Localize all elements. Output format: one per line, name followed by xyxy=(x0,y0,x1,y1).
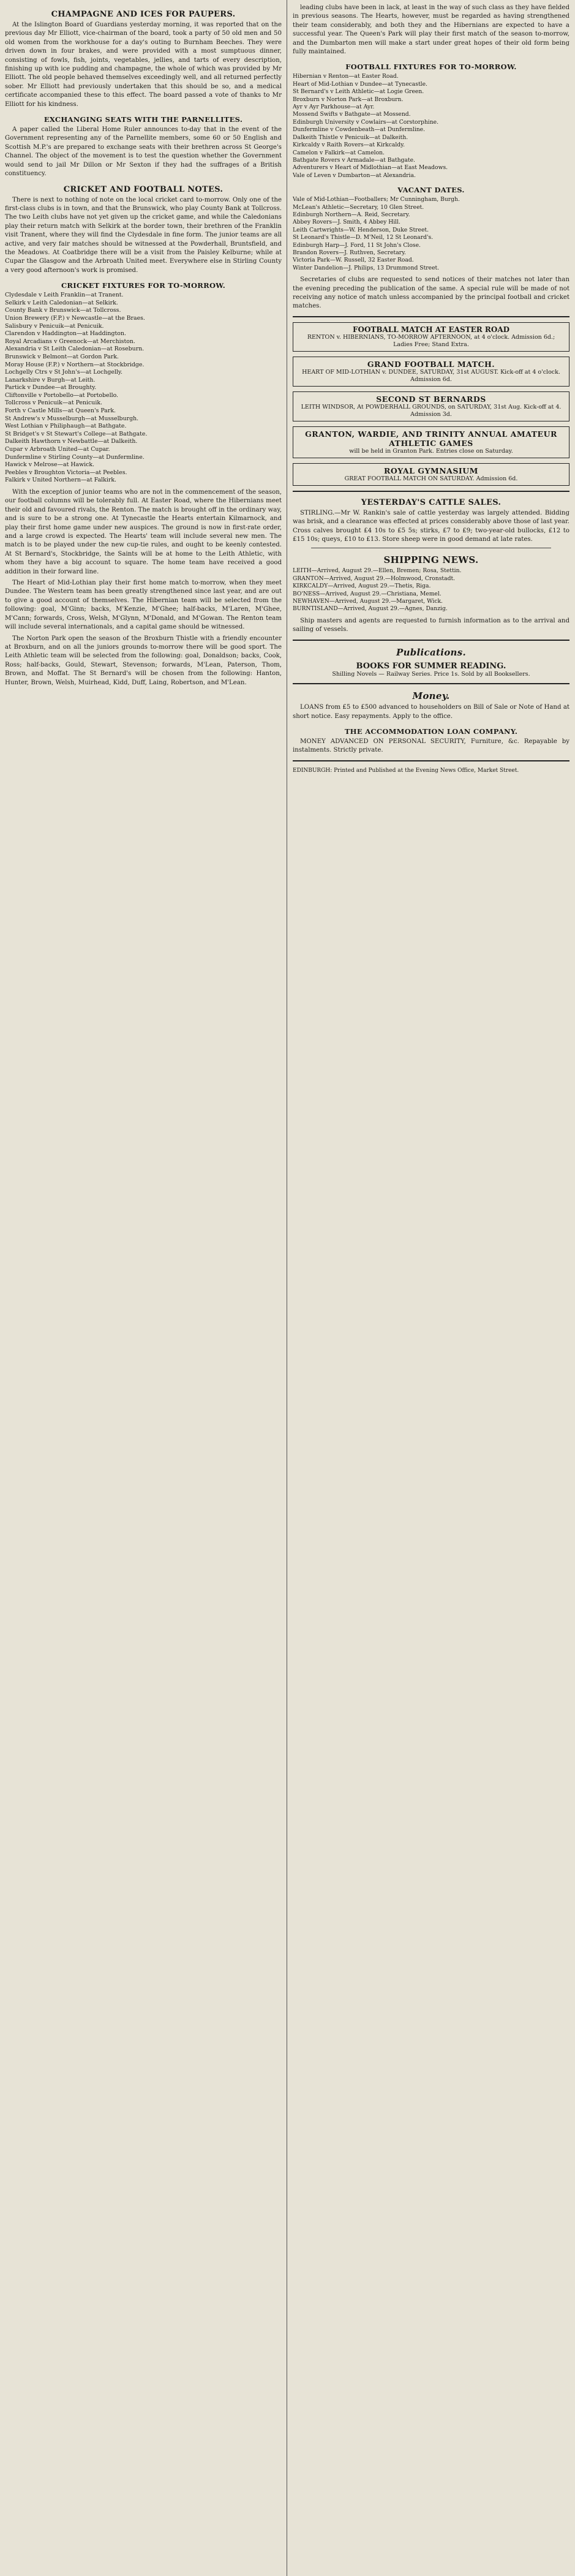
fixture-item: Forth v Castle Mills—at Queen's Park. xyxy=(5,407,116,415)
fixture-item: Camelon v Falkirk—at Camelon. xyxy=(293,149,385,156)
advert-title: BOOKS FOR SUMMER READING. xyxy=(356,661,506,671)
advert-title: GRAND FOOTBALL MATCH. xyxy=(367,359,495,369)
headline-cricket-football: CRICKET AND FOOTBALL NOTES. xyxy=(63,184,224,194)
advert-body: RENTON v. HIBERNIANS, TO-MORROW AFTERNOON, at 4 o'clock. Admission 6d.; Ladies Free; Stand Extra. xyxy=(307,333,555,348)
fixture-item: Cliftonville v Portobello—at Portobello. xyxy=(5,391,119,399)
vacant-item: Edinburgh Harp—J. Ford, 11 St John's Close. xyxy=(293,241,421,249)
shipping-note: Ship masters and agents are requested to furnish information as to the arrival and sailing of vessels. xyxy=(293,617,569,633)
fixture-item: Falkirk v United Northern—at Falkirk. xyxy=(5,477,116,484)
vacant-item: Brandon Rovers—J. Ruthven, Secretary. xyxy=(293,249,406,256)
advert-body: HEART OF MID-LOTHIAN v. DUNDEE, SATURDAY, 31st AUGUST. Kick-off at 4 o'clock. Admission 6d. xyxy=(302,368,560,383)
fixture-item: Kirkcaldy v Raith Rovers—at Kirkcaldy. xyxy=(293,142,405,149)
fixture-item: Adventurers v Heart of Midlothian—at East Meadows. xyxy=(293,164,448,172)
divider xyxy=(293,491,569,492)
article-more-notes: The Norton Park open the season of the Broxburn Thistle with a friendly encounter at Broxburn, and on all the juniors grounds to-morrow there will be good sport. The Leith Athletic team will be selected from the following: goal, Donaldson; backs, Cook, Ross; half-backs, Gould, Stewart, Stevenson; forwards, M'Lean, Paterson, Thom, Brown, and Moffat. The St Bernard's will be chosen from the following: Hanton, Hunter, Brown, Welsh, Muirhead, Kidd, Duff, Laing, Robertson, and M'Lean. xyxy=(5,635,282,686)
fixture-item: Salisbury v Penicuik—at Penicuik. xyxy=(5,322,104,330)
fixture-item: Brunswick v Belmont—at Gordon Park. xyxy=(5,353,119,360)
fixture-item: Lanarkshire v Burgh—at Leith. xyxy=(5,376,96,383)
vacant-item: McLean's Athletic—Secretary, 10 Glen Street. xyxy=(293,203,424,211)
vacant-item: St Leonard's Thistle—D. M'Neil, 12 St Leonard's. xyxy=(293,234,434,241)
fixture-item: St Bridget's v St Stewart's College—at Bathgate. xyxy=(5,430,148,437)
fixture-item: Vale of Leven v Dumbarton—at Alexandria. xyxy=(293,172,416,179)
fixture-item: Union Brewery (F.P.) v Newcastle—at the Braes. xyxy=(5,314,145,322)
advert-title: ROYAL GYMNASIUM xyxy=(384,466,478,475)
article-parnellites: A paper called the Liberal Home Ruler announces to-day that in the event of the Government representing any of the Parnellite members, some 60 or 50 English and Scottish M.P.'s are prepared to exchange seats with their brethren across St George's Channel. The object of the movement is to test the question whether the Government would send to jail Mr Dillon or Mr Sexton if they had the suffrages of a British constituency. xyxy=(5,126,282,178)
imprint: EDINBURGH: Printed and Published at the Evening News Office, Market Street. xyxy=(293,767,519,774)
vacant-item: Victoria Park—W. Russell, 32 Easter Road. xyxy=(293,257,414,264)
article-paupers: At the Islington Board of Guardians yesterday morning, it was reported that on the previous day Mr Elliott, vice-chairman of the board, took a party of 50 old men and 50 old women from the workhouse for a day's outing to Burnham Beeches. They were driven down in four brakes, and were provided with a most sumptuous dinner, consisting of fowls, fish, joints, vegetables, jellies, and tarts of every description, finishing up with ice pudding and champagne, the whole of which was provided by Mr Elliott. The old people behaved themselves exceedingly well, and all returned perfectly sober. Mr Elliott had previously undertaken that this should be so, and a medical certificate accompanied these to this effect. The board passed a vote of thanks to Mr Elliott for his kindness. xyxy=(5,21,282,108)
vacant-item: Edinburgh Northern—A. Reid, Secretary. xyxy=(293,211,410,218)
divider xyxy=(293,683,569,684)
shipping-item: KIRKCALDY—Arrived, August 29.—Thetis, Riga. xyxy=(293,583,431,590)
fixture-item: Edinburgh University v Cowlairs—at Corstorphine. xyxy=(293,118,438,126)
fixture-item: Dalkeith Hawthorn v Newbattle—at Dalkeith. xyxy=(5,438,138,445)
advert-easter-road-match xyxy=(293,322,569,352)
article-team-selection: The Heart of Mid-Lothian play their first home match to-morrow, when they meet Dundee. The Western team has been greatly strengthened since last year, and are out to give a good account of themselves. The Hibernian team will be selected from the following: goal, M'Ginn; backs, M'Kenzie, M'Ghee; half-backs, M'Laren, M'Ghee, M'Cann; forwards, Cross, Welsh, M'Glynn, M'Donald, and M'Gowan. The Renton team will include several internationals, and a capital game should be witnessed. xyxy=(5,580,282,631)
fixture-item: Broxburn v Norton Park—at Broxburn. xyxy=(293,96,404,103)
fixture-item: Dunfermline v Cowdenbeath—at Dunfermline. xyxy=(293,126,426,134)
headline-vacant-dates: VACANT DATES. xyxy=(397,186,465,195)
shipping-item: NEWHAVEN—Arrived, August 29.—Margaret, Wick. xyxy=(293,598,443,605)
fixture-item: Alexandria v St Leith Caledonian—at Roseburn. xyxy=(5,346,145,353)
fixture-item: Moray House (F.P.) v Northern—at Stockbridge. xyxy=(5,361,145,368)
headline-shipping: SHIPPING NEWS. xyxy=(383,554,479,566)
article-football-preview: With the exception of junior teams who are not in the commencement of the season, our football columns will be tolerably full. At Easter Road, where the Hibernians meet their old and favoured rivals, the Renton. The match is brought off in the ordinary way, and is sure to be a strong one. At Tynecastle the Hearts entertain Kilmarnock, and play their first home game under new auspices. The ground is now in first-rate order, and a large crowd is expected. The Hearts' team will include several new men. The match is to be played under the new cup-tie rules, and ought to be keenly contested. At St Bernard's, Stockbridge, the Saints will be at home to the Leith Athletic, with whom they have a big account to square. The home team have received a good addition in their forward line. xyxy=(5,489,282,575)
headline-football-fixtures: FOOTBALL FIXTURES FOR TO-MORROW. xyxy=(345,62,517,72)
advert-body: will be held in Granton Park. Entries close on Saturday. xyxy=(349,447,513,455)
fixture-item: Peebles v Broughton Victoria—at Peebles. xyxy=(5,469,127,476)
secretaries-note: Secretaries of clubs are requested to send notices of their matches not later than the evening preceding the publication of the same. A special rule will be made of not receiving any notice of match unless accompanied by the principal football and cricket matches. xyxy=(293,276,569,310)
advert-label: FOOTBALL xyxy=(352,325,399,334)
fixture-item: St Bernard's v Leith Athletic—at Logie Green. xyxy=(293,88,424,96)
article-cattle-sales: STIRLING.—Mr W. Rankin's sale of cattle yesterday was largely attended. Bidding was brisk, and a clearance was effected at prices considerably above those of last year. Cross calves brought £4 10s to £5 5s; stirks, £7 to £9; two-year-old bullocks, £12 to £15 10s; queys, £10 to £13. Store sheep were in good demand at late rates. xyxy=(293,509,569,543)
fixture-item: Tollcross v Penicuik—at Penicuik. xyxy=(5,399,102,407)
fixture-item: St Andrew's v Musselburgh—at Musselburgh. xyxy=(5,415,139,422)
fixture-item: Cupar v Arbroath United—at Cupar. xyxy=(5,446,110,453)
fixture-item: Clarendon v Haddington—at Haddington. xyxy=(5,330,126,338)
left-column xyxy=(5,4,282,2572)
article-cricket: There is next to nothing of note on the local cricket card to-morrow. Only one of the first-class clubs is in town, and that the Brunswick, who play County Bank at Tollcross. The two Leith clubs have not yet given up the cricket game, and while the Caledonians play their return match with Selkirk at the border town, their brethren of the Franklin visit Tranent, where they will find the Clydesdale in fine form. The junior teams are all active, and very fair matches should be witnessed at the Powderhall, Bruntsfield, and the Meadows. At Coatbridge there will be a visit from the Paisley Kelburne; while at Cupar the Glasgow and the Arbroath United meet. Everywhere else in Stirling County a very good afternoon's work is promised. xyxy=(5,196,282,274)
headline-money: Money. xyxy=(412,690,450,702)
vacant-item: Leith Cartwrights—W. Henderson, Duke Street. xyxy=(293,226,429,233)
fixture-item: Selkirk v Leith Caledonian—at Selkirk. xyxy=(5,299,118,306)
advert-title: SECOND ST BERNARDS xyxy=(376,394,486,404)
vacant-item: Vale of Mid-Lothian—Footballers; Mr Cunningham, Burgh. xyxy=(293,196,460,203)
advert-loans: LOANS from £5 to £500 advanced to householders on Bill of Sale or Note of Hand at short notice. Easy repayments. Apply to the office. xyxy=(293,704,569,720)
headline-cricket-fixtures: CRICKET FIXTURES FOR TO-MORROW. xyxy=(61,281,226,290)
fixture-item: Hawick v Melrose—at Hawick. xyxy=(5,461,95,469)
advert-body: GREAT FOOTBALL MATCH ON SATURDAY. Admission 6d. xyxy=(344,475,518,482)
shipping-item: BO'NESS—Arrived, August 29.—Christiana, Memel. xyxy=(293,590,442,597)
shipping-list xyxy=(293,567,569,613)
fixture-item: Partick v Dundee—at Broughty. xyxy=(5,384,97,391)
advert-grand-match xyxy=(293,357,569,387)
advert-royal-gymnasium xyxy=(293,463,569,486)
fixture-item: County Bank v Brunswick—at Tollcross. xyxy=(5,307,121,314)
fixture-item: West Lothian v Philiphaugh—at Bathgate. xyxy=(5,423,127,430)
fixture-item: Ayr v Ayr Parkhouse—at Ayr. xyxy=(293,104,375,111)
advert-accommodation-loan: MONEY ADVANCED ON PERSONAL SECURITY, Furniture, &c. Repayable by instalments. Strictly private. xyxy=(293,738,569,754)
fixture-item: Royal Arcadians v Greenock—at Merchiston. xyxy=(5,338,135,345)
advert-st-bernards xyxy=(293,391,569,421)
advert-books xyxy=(293,662,569,678)
shipping-item: BURNTISLAND—Arrived, August 29.—Agnes, Danzig. xyxy=(293,605,448,613)
right-column xyxy=(293,4,569,2572)
fixture-item: Mossend Swifts v Bathgate—at Mossend. xyxy=(293,111,411,118)
fixture-item: Clydesdale v Leith Franklin—at Tranent. xyxy=(5,292,124,299)
football-fixture-list xyxy=(293,73,569,179)
divider xyxy=(293,640,569,641)
headline-cattle-sales: YESTERDAY'S CATTLE SALES. xyxy=(361,497,502,507)
shipping-item: LEITH—Arrived, August 29.—Ellen, Bremen; Rosa, Stettin. xyxy=(293,567,462,575)
advert-title: GRANTON, WARDIE, AND TRINITY ANNUAL AMATEUR ATHLETIC GAMES xyxy=(305,429,557,448)
headline-parnellites: EXCHANGING SEATS WITH THE PARNELLITES. xyxy=(43,115,243,124)
fixture-item: Heart of Mid-Lothian v Dundee—at Tynecastle. xyxy=(293,80,427,88)
advert-title: MATCH AT EASTER ROAD xyxy=(400,325,510,334)
fixture-item: Dunfermline v Stirling County—at Dunfermline. xyxy=(5,453,145,461)
advert-athletic-games xyxy=(293,426,569,458)
advert-body: LEITH WINDSOR, At POWDERHALL GROUNDS, on SATURDAY, 31st Aug. Kick-off at 4. Admission 3d. xyxy=(301,403,562,418)
article-continued: leading clubs have been in lack, at least in the way of such class as they have fielded in previous seasons. The Hearts, however, must be regarded as having strengthened their team considerably, and both they and the Hibernians are expected to have a successful year. The Queen's Park will play their first match of the season to-morrow, and the Dumbarton men will make a start under great hopes of their old form being fully maintained. xyxy=(293,4,569,56)
vacant-item: Abbey Rovers—J. Smith, 4 Abbey Hill. xyxy=(293,219,400,226)
fixture-item: Hibernian v Renton—at Easter Road. xyxy=(293,73,399,80)
headline-paupers: CHAMPAGNE AND ICES FOR PAUPERS. xyxy=(51,10,236,19)
vacant-item: Winter Dandelion—J. Philips, 13 Drummond Street. xyxy=(293,264,440,271)
cricket-fixture-list xyxy=(5,292,282,485)
divider xyxy=(293,760,569,761)
advert-body: Shilling Novels — Railway Series. Price 1s. Sold by all Booksellers. xyxy=(332,670,530,678)
fixture-item: Bathgate Rovers v Armadale—at Bathgate. xyxy=(293,156,415,164)
fixture-item: Dalkeith Thistle v Penicuik—at Dalkeith. xyxy=(293,134,408,141)
fixture-item: Lochgelly Ctrs v St John's—at Lochgelly. xyxy=(5,369,122,376)
vacant-dates-list xyxy=(293,196,569,272)
headline-publications: Publications. xyxy=(396,646,467,658)
shipping-item: GRANTON—Arrived, August 29.—Holmwood, Cronstadt. xyxy=(293,575,456,582)
divider xyxy=(293,316,569,317)
headline-accommodation-loan: THE ACCOMMODATION LOAN COMPANY. xyxy=(344,727,518,736)
